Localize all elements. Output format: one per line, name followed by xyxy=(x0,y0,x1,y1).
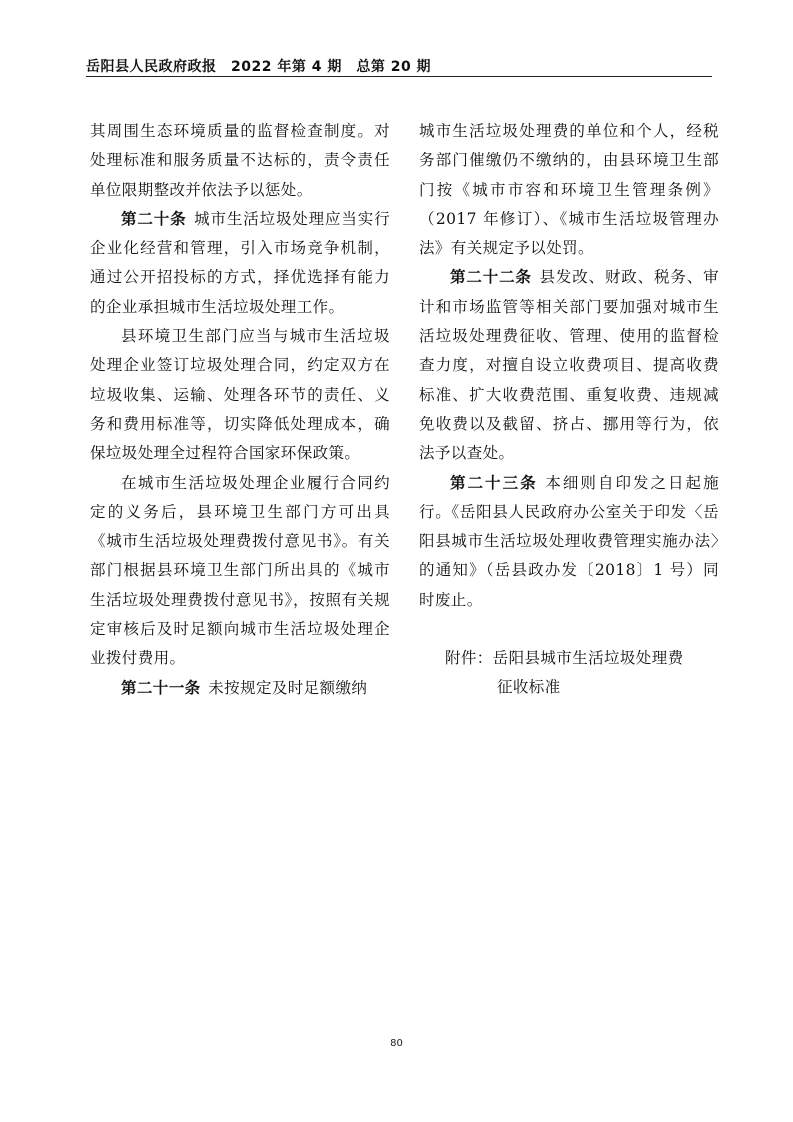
paragraph: 在城市生活垃圾处理企业履行合同约定的义务后，县环境卫生部门方可出具《城市生活垃圾处理费拨付意见书》。有关部门根据县环境卫生部门所出具的《城市生活垃圾处理费拨付意见书》，按照有关规定审核后及时足额向城市生活垃圾处理企业拨付费用。 xyxy=(90,473,390,668)
article-21 xyxy=(90,674,390,703)
article-20 xyxy=(90,205,390,322)
journal-header: 岳阳县人民政府政报 2022 年第 4 期 总第 20 期 xyxy=(86,59,432,75)
article-text: 本细则自印发之日起施行。《岳阳县人民政府办公室关于印发〈岳阳县城市生活垃圾处理收费管理实施办法〉的通知》（岳县政办发〔2018〕1 号）同时废止。 xyxy=(419,473,719,609)
article-text: 城市生活垃圾处理应当实行企业化经营和管理，引入市场竞争机制，通过公开招投标的方式，择优选择有能力的企业承担城市生活垃圾处理工作。 xyxy=(90,209,390,316)
page-number: 80 xyxy=(390,1038,403,1049)
article-text: 未按规定及时足额缴纳 xyxy=(208,678,368,697)
left-column xyxy=(90,117,390,703)
article-text: 县发改、财政、税务、审计和市场监管等相关部门要加强对城市生活垃圾处理费征收、管理、使用的监督检查力度，对擅自设立收费项目、提高收费标准、扩大收费范围、重复收费、违规减免收费以及截留、挤占、挪用等行为，依法予以查处。 xyxy=(419,268,719,463)
article-number: 第二十一条 xyxy=(121,678,201,697)
attachment-line: 征收标准 xyxy=(497,678,561,697)
paragraph-continuation: 城市生活垃圾处理费的单位和个人，经税务部门催缴仍不缴纳的，由县环境卫生部门按《城市市容和环境卫生管理条例》（2017 年修订）、《城市生活垃圾管理办法》有关规定予以处罚。 xyxy=(419,122,719,258)
attachment-line: 附件：岳阳县城市生活垃圾处理费 xyxy=(445,649,684,668)
article-23 xyxy=(419,469,719,615)
paragraph: 县环境卫生部门应当与城市生活垃圾处理企业签订垃圾处理合同，约定双方在垃圾收集、运输、处理各环节的责任、义务和费用标准等，切实降低处理成本，确保垃圾处理全过程符合国家环保政策。 xyxy=(90,327,390,463)
article-number: 第二十三条 xyxy=(450,473,538,492)
article-number: 第二十二条 xyxy=(450,268,532,287)
header-divider xyxy=(86,76,712,77)
paragraph-continuation: 其周围生态环境质量的监督检查制度。对处理标准和服务质量不达标的，责令责任单位限期整改并依法予以惩处。 xyxy=(90,122,390,199)
article-22 xyxy=(419,263,719,468)
right-column xyxy=(419,117,719,703)
article-number: 第二十条 xyxy=(121,209,187,228)
